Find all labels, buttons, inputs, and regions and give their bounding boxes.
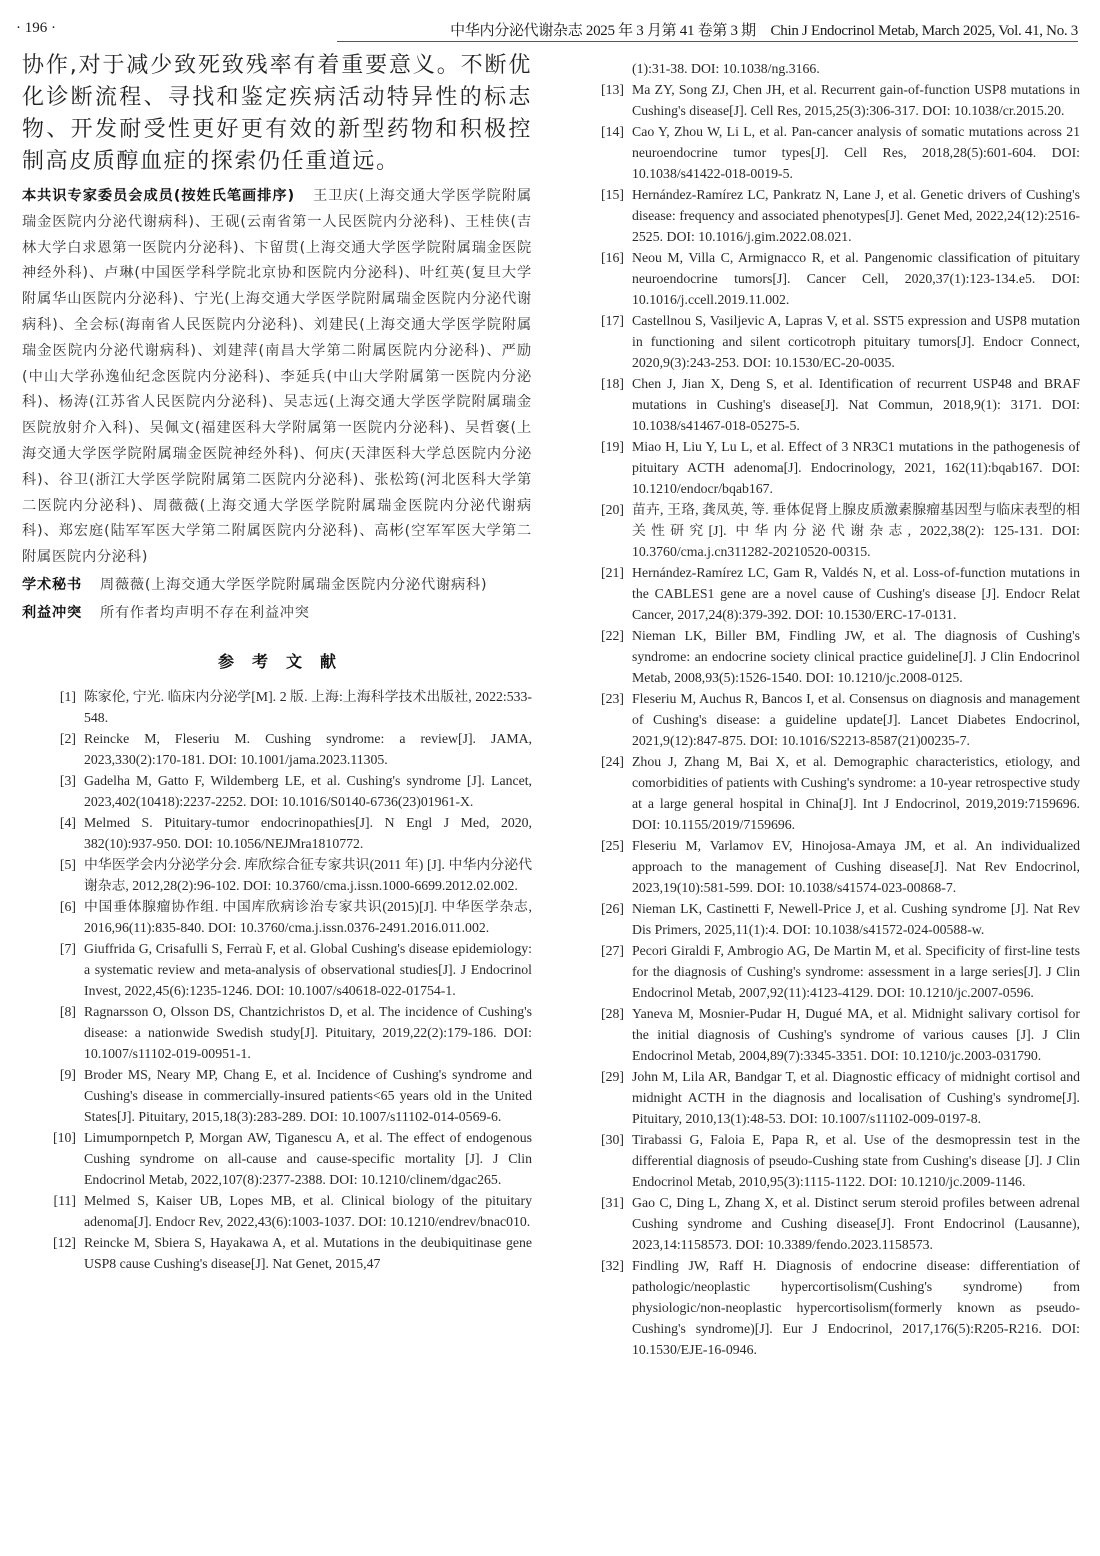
reference-number: [2] <box>59 730 76 746</box>
reference-text: 苗卉, 王珞, 龚凤英, 等. 垂体促肾上腺皮质激素腺瘤基因型与临床表型的相关性研究[J]. 中华内分泌代谢杂志, 2022,38(2): 125-131. DOI: 10.3760/cma.j.cn311282-20210520-00315. <box>632 502 1080 559</box>
reference-item <box>570 1003 1080 1066</box>
reference-item <box>22 1190 532 1232</box>
reference-item <box>22 1064 532 1127</box>
reference-text: Chen J, Jian X, Deng S, et al. Identification of recurrent USP48 and BRAF mutations in Cushing's disease[J]. Nat Commun, 2018,9(1): 3171. DOI: 10.1038/s41467-018-05275-5. <box>632 376 1080 433</box>
reference-text: John M, Lila AR, Bandgar T, et al. Diagnostic efficacy of midnight cortisol and midnight ACTH in the diagnosis and localisation of Cushing's syndrome[J]. Pituitary, 2010,13(1):48-53. DOI: 10.1007/s11102-009-0197-8. <box>632 1069 1080 1126</box>
reference-text: Reincke M, Sbiera S, Hayakawa A, et al. Mutations in the deubiquitinase gene USP8 cause Cushing's disease[J]. Nat Genet, 2015,47 <box>84 1234 532 1271</box>
reference-text: Reincke M, Fleseriu M. Cushing syndrome: a review[J]. JAMA, 2023,330(2):170-181. DOI: 10.1001/jama.2023.11305. <box>84 730 532 767</box>
reference-text: Pecori Giraldi F, Ambrogio AG, De Martin M, et al. Specificity of first-line tests for the diagnosis of Cushing's syndrome: assessment in a large series[J]. J Clin Endocrinol Metab, 2007,92(11):4123-4129. DOI: 10.1210/jc.2007-0596. <box>632 943 1080 1000</box>
reference-item <box>570 562 1080 625</box>
reference-number: [11] <box>53 1192 76 1208</box>
reference-number: [12] <box>53 1234 76 1250</box>
reference-text: Zhou J, Zhang M, Bai X, et al. Demographic characteristics, etiology, and comorbidities of patients with Cushing's syndrome: a 10-year retrospective study at a large general hospital in China[J]. Int J Endocrinol, 2019,2019:7159696. DOI: 10.1155/2019/7159696. <box>632 754 1080 832</box>
members-text: 王卫庆(上海交通大学医学院附属瑞金医院内分泌代谢病科)、王砚(云南省第一人民医院内分泌科)、王桂侠(吉林大学白求恩第一医院内分泌科)、卞留贯(上海交通大学医学院附属瑞金医院神经外科)、卢琳(中国医学科学院北京协和医院内分泌科)、叶红英(复旦大学附属华山医院内分泌科)、宁光(上海交通大学医学院附属瑞金医院内分泌代谢病科)、全会标(海南省人民医院内分泌科)、刘建民(上海交通大学医学院附属瑞金医院内分泌代谢病科)、刘建萍(南昌大学第二附属医院内分泌科)、严励(中山大学孙逸仙纪念医院内分泌科)、李延兵(中山大学附属第一医院内分泌科)、杨涛(江苏省人民医院内分泌科)、吴志远(上海交通大学医学院附属瑞金医院放射介入科)、吴佩文(福建医科大学附属第一医院内分泌科)、吴哲褒(上海交通大学医学院附属瑞金医院神经外科)、何庆(天津医科大学总医院内分泌科)、谷卫(浙江大学医学院附属第二医院内分泌科)、张松筠(河北医科大学第二医院内分泌科)、周薇薇(上海交通大学医学院附属瑞金医院内分泌代谢病科)、郑宏庭(陆军军医大学第二附属医院内分泌科)、高彬(空军军医大学第二附属医院内分泌科) <box>22 188 532 566</box>
reference-item <box>570 247 1080 310</box>
reference-item <box>570 373 1080 436</box>
reference-text: Melmed S. Pituitary-tumor endocrinopathies[J]. N Engl J Med, 2020, 382(10):937-950. DOI: 10.1056/NEJMra1810772. <box>84 814 532 851</box>
reference-number: [27] <box>601 943 624 958</box>
reference-item <box>22 812 532 854</box>
reference-number: [28] <box>601 1006 624 1021</box>
reference-text: Miao H, Liu Y, Lu L, et al. Effect of 3 NR3C1 mutations in the pathogenesis of pituitary ACTH adenoma[J]. Endocrinology, 2021, 162(11):bqab167. DOI: 10.1210/endocr/bqab167. <box>632 439 1080 496</box>
conflict-of-interest <box>22 601 532 627</box>
reference-text: Tirabassi G, Faloia E, Papa R, et al. Use of the desmopressin test in the differential diagnosis of pseudo-Cushing state from Cushing's disease [J]. J Clin Endocrinol Metab, 2010,95(3):1115-1122. DOI: 10.1210/jc.2009-1146. <box>632 1132 1080 1189</box>
reference-text: Cao Y, Zhou W, Li L, et al. Pan-cancer analysis of somatic mutations across 21 neuroendocrine tumor types[J]. Cell Res, 2018,28(5):601-604. DOI: 10.1038/s41422-018-0019-5. <box>632 124 1080 181</box>
reference-item <box>22 1232 532 1274</box>
reference-number: [20] <box>601 502 624 517</box>
reference-item <box>22 896 532 938</box>
reference-text: Findling JW, Raff H. Diagnosis of endocrine disease: differentiation of pathologic/neoplastic hypercortisolism(Cushing's syndrome) from physiologic/non-neoplastic hypercortisolism(formerly known as pseudo-Cushing's syndrome)[J]. Eur J Endocrinol, 2017,176(5):R205-R216. DOI: 10.1530/EJE-16-0946. <box>632 1258 1080 1357</box>
reference-number: [13] <box>601 82 624 97</box>
reference-item <box>570 751 1080 835</box>
reference-item <box>570 688 1080 751</box>
reference-number: [21] <box>601 565 624 580</box>
reference-item <box>22 770 532 812</box>
reference-item <box>22 1127 532 1190</box>
reference-number: [10] <box>53 1129 76 1145</box>
reference-number: [14] <box>601 124 624 139</box>
journal-running-head: 中华内分泌代谢杂志 2025 年 3 月第 41 卷第 3 期 Chin J Endocrinol Metab, March 2025, Vol. 41, No. 3 <box>450 23 1078 39</box>
reference-item <box>570 1255 1080 1360</box>
reference-text: Gadelha M, Gatto F, Wildemberg LE, et al. Cushing's syndrome [J]. Lancet, 2023,402(10418):2237-2252. DOI: 10.1016/S0140-6736(23)01961-X. <box>84 772 532 809</box>
reference-item <box>22 686 532 728</box>
reference-number: [26] <box>601 901 624 916</box>
reference-text: Yaneva M, Mosnier-Pudar H, Dugué MA, et al. Midnight salivary cortisol for the initial diagnosis of Cushing's syndrome of various causes [J]. J Clin Endocrinol Metab, 2004,89(7):3345-3351. DOI: 10.1210/jc.2003-031790. <box>632 1006 1080 1063</box>
reference-list-left <box>22 686 532 1274</box>
lead-paragraph: 协作,对于减少致死致残率有着重要意义。不断优化诊断流程、寻找和鉴定疾病活动特异性的标志物、开发耐受性更好更有效的新型药物和积极控制高皮质醇血症的探索仍任重道远。 <box>22 53 532 174</box>
reference-item <box>570 436 1080 499</box>
reference-text: Hernández-Ramírez LC, Pankratz N, Lane J, et al. Genetic drivers of Cushing's disease: frequency and associated phenotypes[J]. Genet Med, 2022,24(12):2516-2525. DOI: 10.1016/j.gim.2022.08.021. <box>632 187 1080 244</box>
reference-item <box>22 938 532 1001</box>
reference-number: [17] <box>601 313 624 328</box>
reference-number: [25] <box>601 838 624 853</box>
reference-item <box>570 310 1080 373</box>
reference-text: Nieman LK, Castinetti F, Newell-Price J, et al. Cushing syndrome [J]. Nat Rev Dis Primers, 2025,11(1):4. DOI: 10.1038/s41572-024-00588-w. <box>632 901 1080 937</box>
conflict-text: 所有作者均声明不存在利益冲突 <box>99 604 310 621</box>
left-column <box>22 50 532 1274</box>
header-rule <box>337 41 1078 42</box>
reference-text: Neou M, Villa C, Armignacco R, et al. Pangenomic classification of pituitary neuroendocrine tumors[J]. Cancer Cell, 2020,37(1):123-134.e5. DOI: 10.1016/j.ccell.2019.11.002. <box>632 250 1080 307</box>
reference-item <box>22 854 532 896</box>
reference-item <box>570 1192 1080 1255</box>
reference-number: [22] <box>601 628 624 643</box>
reference-number: [15] <box>601 187 624 202</box>
members-label: 本共识专家委员会成员(按姓氏笔画排序) <box>22 188 295 204</box>
reference-number: [24] <box>601 754 624 769</box>
reference-item <box>570 499 1080 562</box>
page-header <box>0 0 1100 42</box>
reference-text: Fleseriu M, Auchus R, Bancos I, et al. Consensus on diagnosis and management of Cushing's disease: a guideline update[J]. Lancet Diabetes Endocrinol, 2021,9(12):847-875. DOI: 10.1016/S2213-8587(21)00235-7. <box>632 691 1080 748</box>
reference-number: [7] <box>59 940 76 956</box>
reference-text: Melmed S, Kaiser UB, Lopes MB, et al. Clinical biology of the pituitary adenoma[J]. Endocr Rev, 2022,43(6):1003-1037. DOI: 10.1210/endrev/bnac010. <box>84 1192 532 1229</box>
reference-number: [3] <box>59 772 76 788</box>
reference-number: [32] <box>601 1258 624 1273</box>
reference-number: [31] <box>601 1195 624 1210</box>
reference-text: 中华医学会内分泌学分会. 库欣综合征专家共识(2011 年) [J]. 中华内分泌代谢杂志, 2012,28(2):96-102. DOI: 10.3760/cma.j.issn.1000-6699.2012.02.002. <box>84 856 532 893</box>
reference-text: Castellnou S, Vasiljevic A, Lapras V, et al. SST5 expression and USP8 mutation in functioning and silent corticotroph pituitary tumors[J]. Endocr Connect, 2020,9(3):243-253. DOI: 10.1530/EC-20-0035. <box>632 313 1080 370</box>
conflict-label: 利益冲突 <box>22 604 82 621</box>
reference-text: Ragnarsson O, Olsson DS, Chantzichristos D, et al. The incidence of Cushing's disease: a nationwide Swedish study[J]. Pituitary, 2019,22(2):179-186. DOI: 10.1007/s11102-019-00951-1. <box>84 1003 532 1061</box>
page-number: · 196 · <box>16 20 56 36</box>
reference-item <box>570 79 1080 121</box>
reference-item <box>570 1129 1080 1192</box>
reference-text: Ma ZY, Song ZJ, Chen JH, et al. Recurrent gain-of-function USP8 mutations in Cushing's disease[J]. Cell Res, 2015,25(3):306-317. DOI: 10.1038/cr.2015.20. <box>632 82 1080 118</box>
reference-item <box>570 1066 1080 1129</box>
reference-number: [8] <box>59 1003 76 1019</box>
reference-text: Fleseriu M, Varlamov EV, Hinojosa-Amaya JM, et al. An individualized approach to the management of Cushing disease[J]. Nat Rev Endocrinol, 2023,19(10):581-599. DOI: 10.1038/s41574-023-00868-7. <box>632 838 1080 895</box>
reference-item <box>570 835 1080 898</box>
reference-number: [1] <box>59 688 76 704</box>
reference-continuation: (1):31-38. DOI: 10.1038/ng.3166. <box>632 61 820 76</box>
reference-text: Broder MS, Neary MP, Chang E, et al. Incidence of Cushing's syndrome and Cushing's disease in commercially-insured patients<65 years old in the United States[J]. Pituitary, 2015,18(3):283-289. DOI: 10.1007/s11102-014-0569-6. <box>84 1066 532 1124</box>
reference-number: [23] <box>601 691 624 706</box>
reference-item <box>570 940 1080 1003</box>
expert-committee <box>22 184 532 571</box>
reference-number: [5] <box>59 856 76 872</box>
reference-number: [19] <box>601 439 624 454</box>
reference-item <box>570 121 1080 184</box>
reference-item <box>570 898 1080 940</box>
references-title: 参考文献 <box>217 651 354 671</box>
reference-number: [18] <box>601 376 624 391</box>
reference-item <box>22 1001 532 1064</box>
reference-item <box>570 184 1080 247</box>
reference-number: [30] <box>601 1132 624 1147</box>
reference-number: [16] <box>601 250 624 265</box>
reference-list-right <box>570 58 1080 1360</box>
reference-text: 中国垂体腺瘤协作组. 中国库欣病诊治专家共识(2015)[J]. 中华医学杂志, 2016,96(11):835-840. DOI: 10.3760/cma.j.issn.0376-2491.2016.011.002. <box>84 898 532 935</box>
reference-item <box>22 728 532 770</box>
reference-item <box>570 625 1080 688</box>
secretary-label: 学术秘书 <box>22 576 82 593</box>
reference-number: [4] <box>59 814 76 830</box>
right-column <box>570 58 1080 1360</box>
secretary-text: 周薇薇(上海交通大学医学院附属瑞金医院内分泌代谢病科) <box>99 576 488 593</box>
reference-text: Hernández-Ramírez LC, Gam R, Valdés N, et al. Loss-of-function mutations in the CABLES1 gene are a novel cause of Cushing's disease [J]. Endocr Relat Cancer, 2017,24(8):379-392. DOI: 10.1530/ERC-17-0131. <box>632 565 1080 622</box>
reference-text: Gao C, Ding L, Zhang X, et al. Distinct serum steroid profiles between adrenal Cushing syndrome and Cushing disease[J]. Front Endocrinol (Lausanne), 2023,14:1158573. DOI: 10.3389/fendo.2023.1158573. <box>632 1195 1080 1252</box>
reference-text: Limumpornpetch P, Morgan AW, Tiganescu A, et al. The effect of endogenous Cushing syndrome on all-cause and cause-specific mortality [J]. J Clin Endocrinol Metab, 2022,107(8):2377-2388. DOI: 10.1210/clinem/dgac265. <box>84 1129 532 1187</box>
reference-text: Nieman LK, Biller BM, Findling JW, et al. The diagnosis of Cushing's syndrome: an endocrine society clinical practice guideline[J]. J Clin Endocrinol Metab, 2008,93(5):1526-1540. DOI: 10.1210/jc.2008-0125. <box>632 628 1080 685</box>
reference-number: [6] <box>59 898 76 914</box>
reference-text: 陈家伦, 宁光. 临床内分泌学[M]. 2 版. 上海:上海科学技术出版社, 2022:533-548. <box>84 688 532 725</box>
academic-secretary <box>22 573 532 599</box>
reference-number: [29] <box>601 1069 624 1084</box>
reference-text: Giuffrida G, Crisafulli S, Ferraù F, et al. Global Cushing's disease epidemiology: a systematic review and meta-analysis of observational studies[J]. J Endocrinol Invest, 2022,45(6):1235-1246. DOI: 10.1007/s40618-022-01754-1. <box>84 940 532 998</box>
reference-number: [9] <box>59 1066 76 1082</box>
